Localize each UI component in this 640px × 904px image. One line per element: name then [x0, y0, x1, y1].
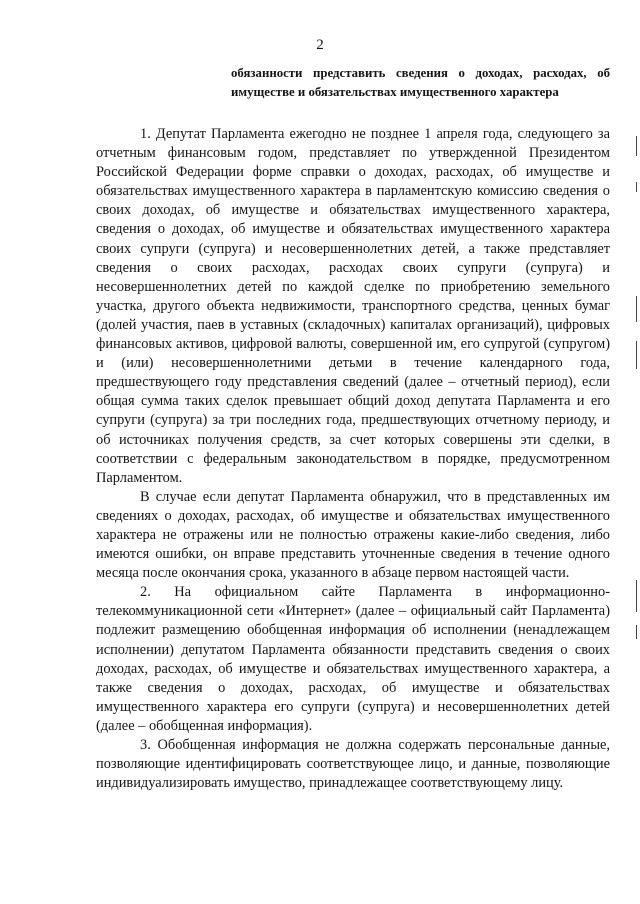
page-number: 2 — [316, 37, 324, 53]
document-body — [96, 125, 610, 793]
scan-edge-mark — [636, 341, 637, 369]
paragraph-4: 3. Обобщенная информация не должна содержать персональные данные, позволяющие идентифицировать соответствующее лицо, и данные, позволяющие индивидуализировать имущество, принадлежащее соответствующему лицу. — [96, 737, 610, 792]
paragraph-3: 2. На официальном сайте Парламента в информационно-телекоммуникационной сети «Интернет» (далее – официальный сайт Парламента) подлежит размещению обобщенная информация об исполнении (ненадлежащем исполнении) депутатом Парламента обязанности представить сведения о своих доходах, расходах, об имуществе и обязательствах имущественного характера, а также сведения о доходах, расходах, об имуществе и обязательствах имущественного характера его супруги (супруга) и несовершеннолетних детей (далее – обобщенная информация). — [96, 584, 610, 734]
scan-edge-mark — [636, 136, 637, 156]
paragraph-2: В случае если депутат Парламента обнаружил, что в представленных им сведениях о доходах, расходах, об имуществе и обязательствах имущественного характера не отражены или не полностью отражены какие-либо сведения, либо имеются ошибки, он вправе представить уточненные сведения в течение одного месяца после окончания срока, указанного в абзаце первом настоящей части. — [96, 488, 610, 582]
scan-edge-mark — [636, 182, 637, 192]
section-heading: обязанности представить сведения о доходах, расходах, об имуществе и обязательствах имущественного характера — [231, 66, 610, 99]
scan-edge-mark — [636, 625, 637, 639]
scan-edge-mark — [636, 296, 637, 322]
scan-edge-mark — [636, 580, 637, 612]
paragraph-1: 1. Депутат Парламента ежегодно не позднее 1 апреля года, следующего за отчетным финансовым годом, представляет по утвержденной Президентом Российской Федерации форме справки о доходах, расходах, об имуществе и обязательствах имущественного характера в парламентскую комиссию сведения о своих доходах, об имуществе и обязательствах имущественного характера, сведения о доходах, об имуществе и обязательствах имущественного характера своих супруги (супруга) и несовершеннолетних детей, а также представляет сведения о своих расходах, расходах своих супруги (супруга) и несовершеннолетних детей по каждой сделке по приобретению земельного участка, другого объекта недвижимости, транспортного средства, ценных бумаг (долей участия, паев в уставных (складочных) капиталах организаций), цифровых финансовых активов, цифровой валюты, совершенной им, его супругой (супругом) и (или) несовершеннолетними детьми в течение календарного года, предшествующего году представления сведений (далее – отчетный период), если общая сумма таких сделок превышает общий доход депутата Парламента и его супруги (супруга) за три последних года, предшествующих отчетному периоду, и об источниках получения средств, за счет которых совершены эти сделки, в соответствии с федеральным законодательством в порядке, предусмотренном Парламентом. — [96, 126, 610, 486]
